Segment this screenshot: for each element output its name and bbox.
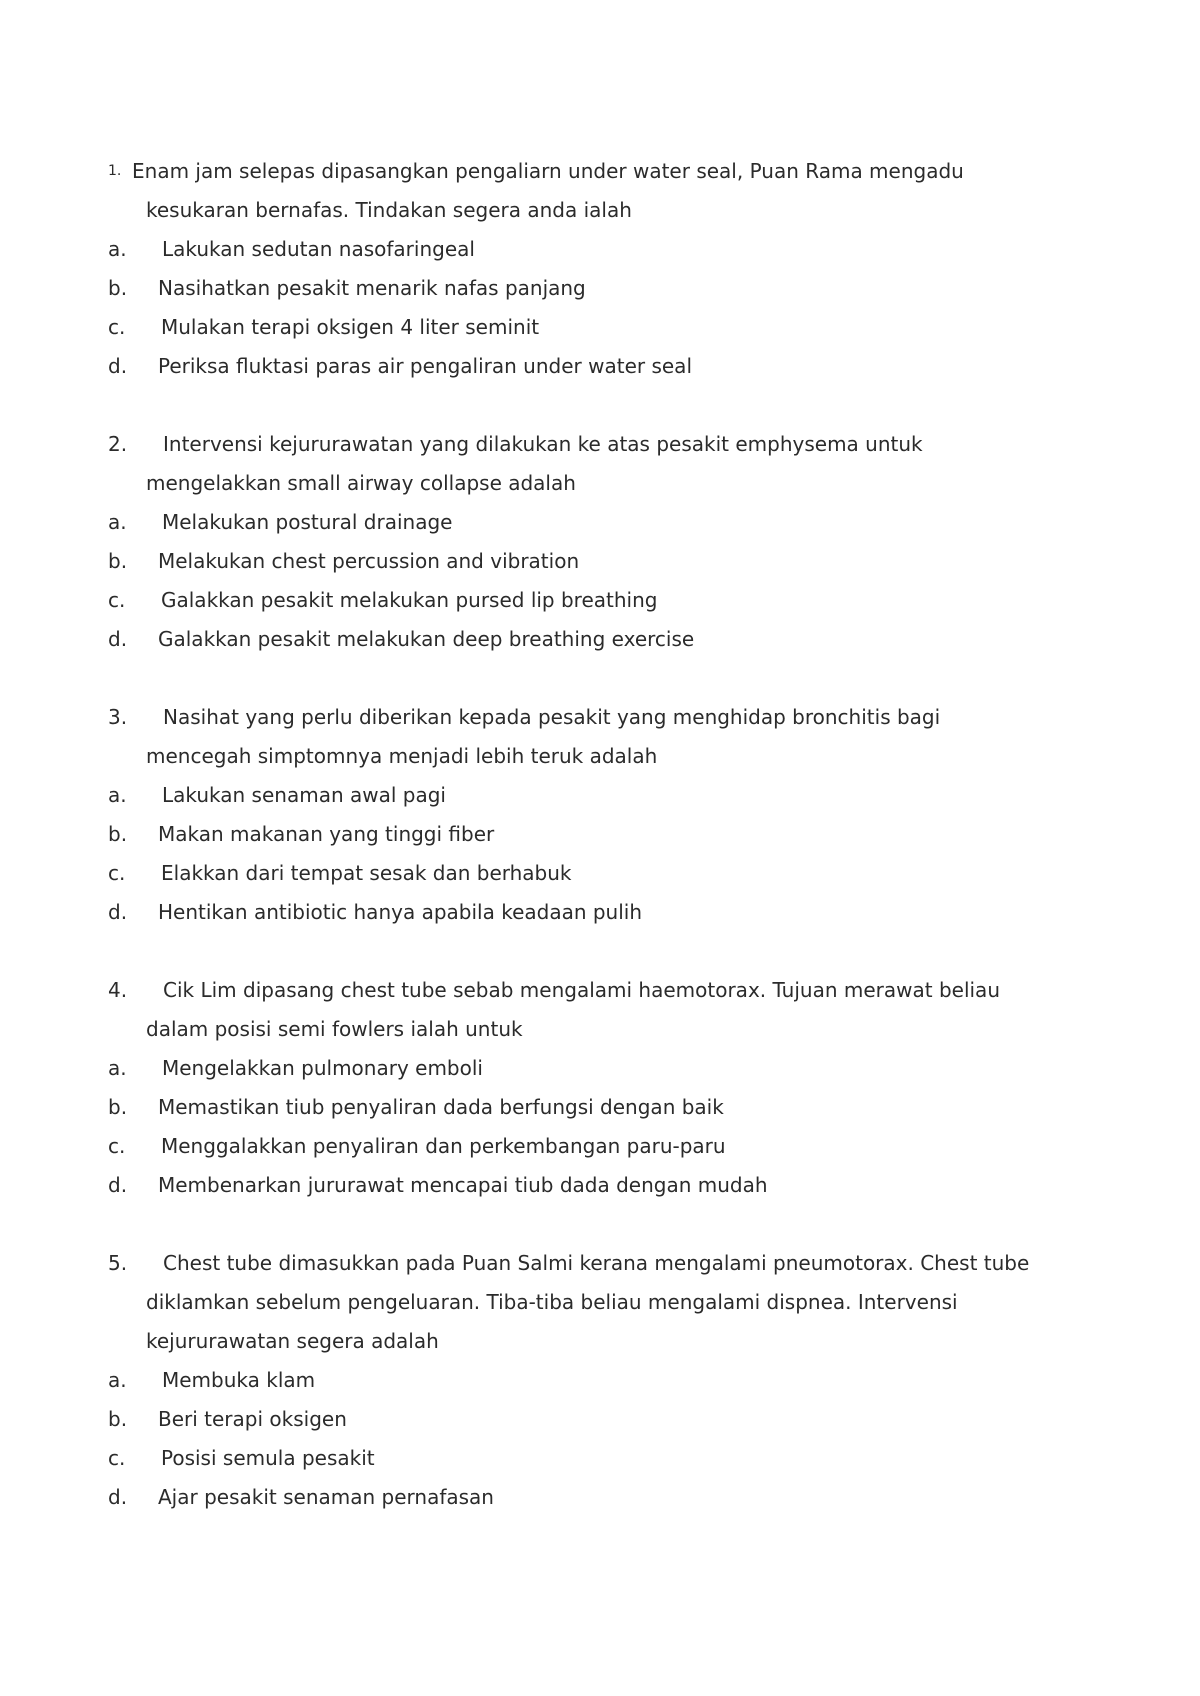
option-label: b. [108,549,128,573]
option-label: b. [108,276,128,300]
question-number: 5. [108,1251,128,1275]
option-d [108,893,1068,932]
question-text: Chest tube dimasukkan pada Puan Salmi kerana mengalami pneumotorax. Chest tube [163,1251,1030,1275]
option-text: Makan makanan yang tinggi fiber [158,822,495,846]
option-text: Hentikan antibiotic hanya apabila keadaan pulih [158,900,643,924]
option-label: b. [108,1407,128,1431]
option-a [108,776,1068,815]
question-line [108,1322,1068,1361]
option-label: b. [108,1095,128,1119]
question-text: mencegah simptomnya menjadi lebih teruk adalah [146,744,658,768]
question-number: 1. [108,163,122,179]
option-d [108,1478,1068,1517]
question-text: Intervensi kejururawatan yang dilakukan ke atas pesakit emphysema untuk [163,432,923,456]
question-text: Nasihat yang perlu diberikan kepada pesakit yang menghidap bronchitis bagi [163,705,941,729]
option-d [108,1166,1068,1205]
option-label: d. [108,354,128,378]
option-text: Melakukan chest percussion and vibration [158,549,580,573]
option-label: c. [108,1446,126,1470]
option-c [108,854,1068,893]
question-line [108,152,1068,191]
option-label: a. [108,510,127,534]
question-text: diklamkan sebelum pengeluaran. Tiba-tiba beliau mengalami dispnea. Intervensi [146,1290,958,1314]
question-text: mengelakkan small airway collapse adalah [146,471,576,495]
option-c [108,308,1068,347]
option-label: a. [108,1056,127,1080]
question-line [108,698,1068,737]
question-text: kejururawatan segera adalah [146,1329,439,1353]
option-label: a. [108,783,127,807]
option-label: d. [108,900,128,924]
option-text: Mengelakkan pulmonary emboli [162,1056,483,1080]
option-label: d. [108,627,128,651]
option-label: c. [108,1134,126,1158]
option-text: Periksa fluktasi paras air pengaliran under water seal [158,354,692,378]
question-line [108,737,1068,776]
option-a [108,1361,1068,1400]
option-label: a. [108,1368,127,1392]
question-5 [108,1244,1068,1517]
option-d [108,347,1068,386]
option-c [108,1439,1068,1478]
option-a [108,1049,1068,1088]
question-1 [108,152,1068,386]
question-3 [108,698,1068,932]
option-b [108,815,1068,854]
option-text: Elakkan dari tempat sesak dan berhabuk [161,861,572,885]
option-label: b. [108,822,128,846]
option-text: Membuka klam [162,1368,316,1392]
option-label: c. [108,861,126,885]
option-text: Ajar pesakit senaman pernafasan [158,1485,494,1509]
question-text: dalam posisi semi fowlers ialah untuk [146,1017,523,1041]
option-a [108,503,1068,542]
question-line [108,1010,1068,1049]
question-line [108,971,1068,1010]
question-text: Cik Lim dipasang chest tube sebab mengalami haemotorax. Tujuan merawat beliau [163,978,1000,1002]
option-text: Galakkan pesakit melakukan deep breathing exercise [158,627,695,651]
option-text: Melakukan postural drainage [162,510,453,534]
question-line [108,425,1068,464]
option-text: Galakkan pesakit melakukan pursed lip breathing [161,588,658,612]
option-label: a. [108,237,127,261]
question-line [108,1283,1068,1322]
question-line [108,1244,1068,1283]
question-line [108,191,1068,230]
option-a [108,230,1068,269]
option-c [108,581,1068,620]
question-number: 2. [108,432,128,456]
option-d [108,620,1068,659]
question-4 [108,971,1068,1205]
option-text: Lakukan sedutan nasofaringeal [162,237,475,261]
question-line [108,464,1068,503]
option-text: Menggalakkan penyaliran dan perkembangan paru-paru [161,1134,726,1158]
option-b [108,269,1068,308]
option-label: d. [108,1173,128,1197]
option-text: Beri terapi oksigen [158,1407,347,1431]
option-text: Memastikan tiub penyaliran dada berfungsi dengan baik [158,1095,724,1119]
option-label: c. [108,315,126,339]
option-label: c. [108,588,126,612]
option-text: Membenarkan jururawat mencapai tiub dada dengan mudah [158,1173,768,1197]
question-2 [108,425,1068,659]
option-c [108,1127,1068,1166]
option-b [108,542,1068,581]
option-text: Mulakan terapi oksigen 4 liter seminit [161,315,540,339]
question-text: Enam jam selepas dipasangkan pengaliarn under water seal, Puan Rama mengadu [132,159,964,183]
question-number: 3. [108,705,128,729]
option-text: Nasihatkan pesakit menarik nafas panjang [158,276,586,300]
option-b [108,1400,1068,1439]
option-label: d. [108,1485,128,1509]
option-text: Posisi semula pesakit [161,1446,375,1470]
option-b [108,1088,1068,1127]
option-text: Lakukan senaman awal pagi [162,783,446,807]
question-number: 4. [108,978,128,1002]
question-text: kesukaran bernafas. Tindakan segera anda ialah [146,198,632,222]
